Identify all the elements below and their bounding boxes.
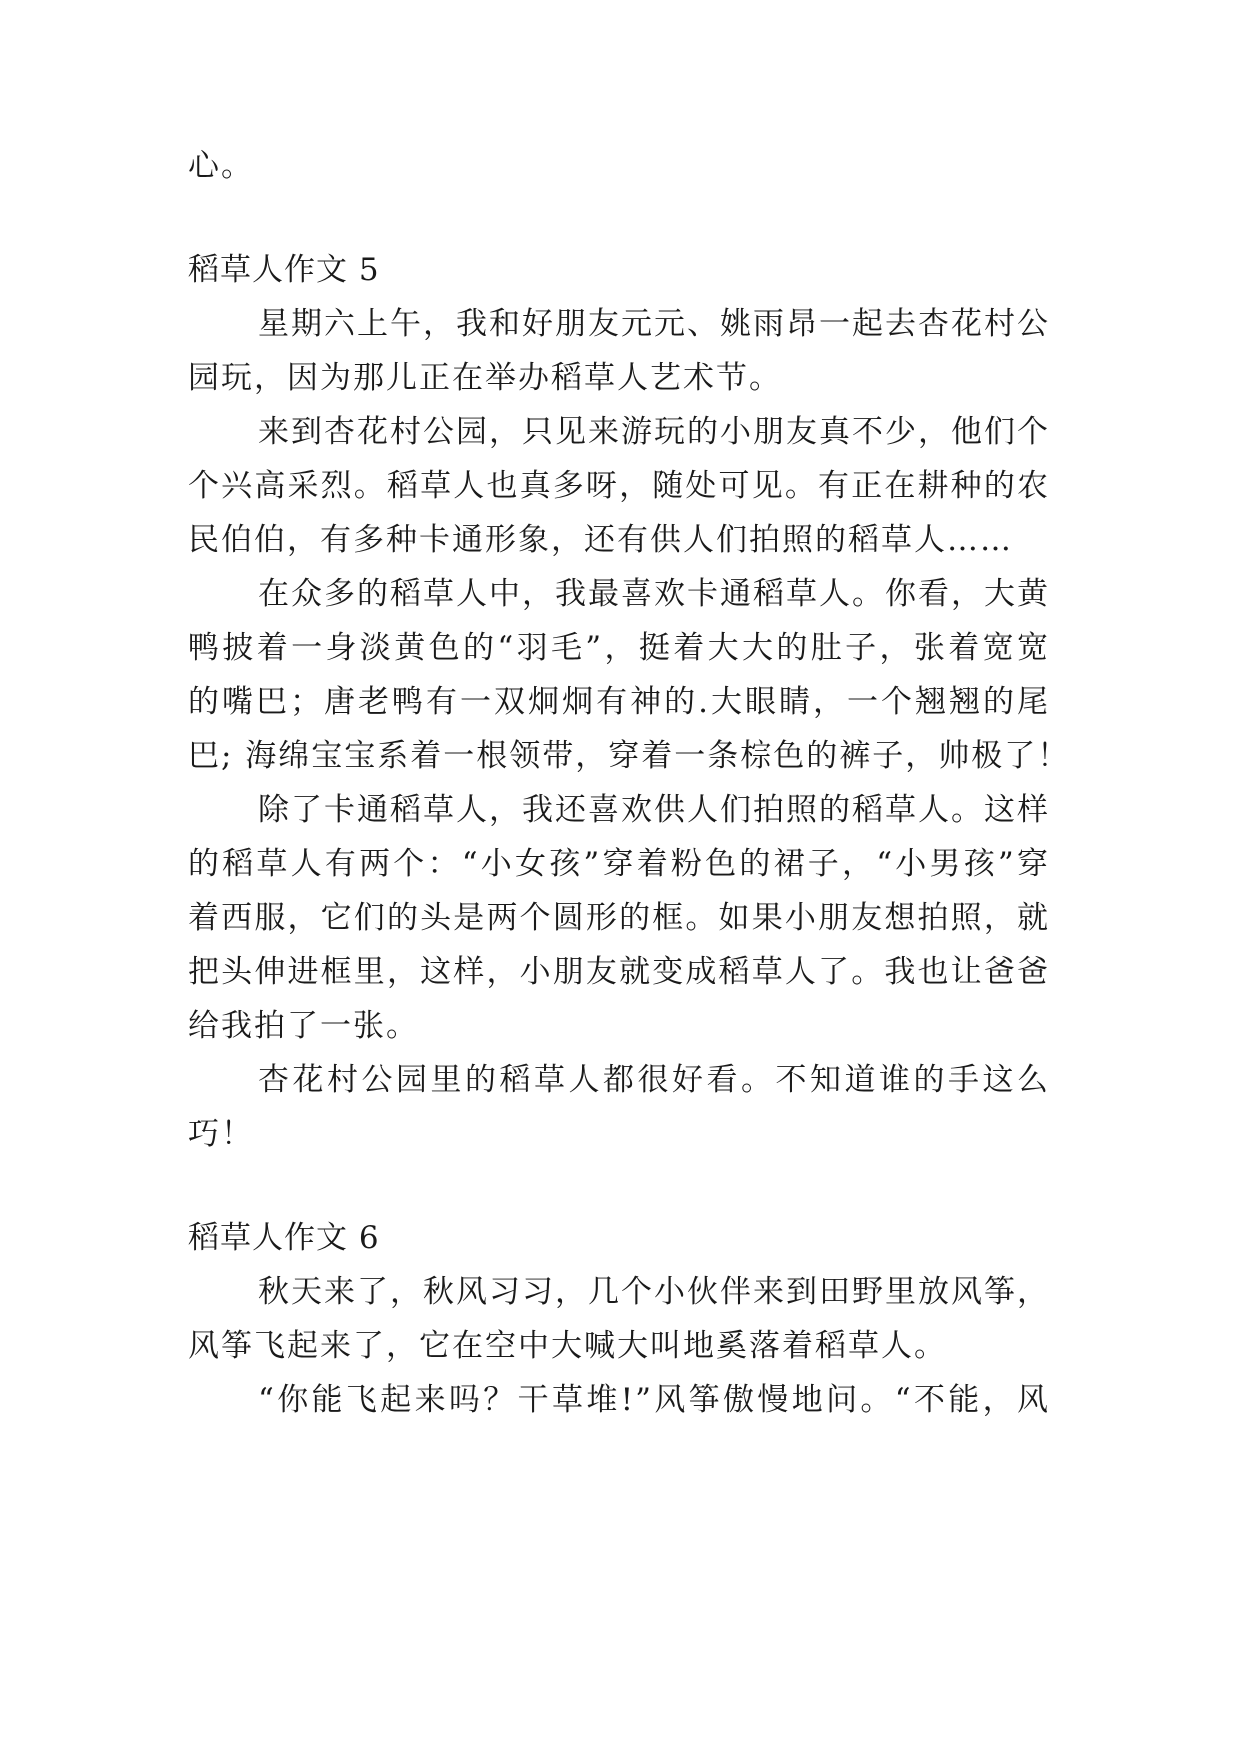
text-line: 鸭披着一身淡黄色的“羽毛”，挺着大大的肚子，张着宽宽 [188,630,1050,666]
text-line: “你能飞起来吗？干草堆!”风筝傲慢地问。“不能，风 [258,1382,1050,1418]
text-line: 秋天来了，秋风习习，几个小伙伴来到田野里放风筝， [258,1274,1050,1310]
text-line: 给我拍了一张。 [188,1008,419,1044]
text-line: 心。 [188,148,254,184]
text-line: 在众多的稻草人中，我最喜欢卡通稻草人。你看，大黄 [258,576,1050,612]
text-line: 来到杏花村公园，只见来游玩的小朋友真不少，他们个 [258,414,1050,450]
text-line: 星期六上午，我和好朋友元元、姚雨昂一起去杏花村公 [258,306,1050,342]
text-line: 除了卡通稻草人，我还喜欢供人们拍照的稻草人。这样 [258,792,1050,828]
text-line: 杏花村公园里的稻草人都很好看。不知道谁的手这么 [258,1062,1050,1098]
text-line: 个兴高采烈。稻草人也真多呀，随处可见。有正在耕种的农 [188,468,1050,504]
text-line: 民伯伯，有多种卡通形象，还有供人们拍照的稻草人…… [188,522,1013,558]
text-line: 巴; 海绵宝宝系着一根领带，穿着一条棕色的裤子，帅极了！ [188,738,1071,774]
text-line: 园玩，因为那儿正在举办稻草人艺术节。 [188,360,782,396]
text-line: 巧！ [188,1116,254,1152]
text-line: 风筝飞起来了，它在空中大喊大叫地奚落着稻草人。 [188,1328,947,1364]
text-line: 的嘴巴；唐老鸭有一双炯炯有神的.大眼睛，一个翘翘的尾 [188,684,1050,720]
text-line: 的稻草人有两个：“小女孩”穿着粉色的裙子，“小男孩”穿 [188,846,1050,882]
text-line: 着西服，它们的头是两个圆形的框。如果小朋友想拍照，就 [188,900,1050,936]
text-line: 把头伸进框里，这样，小朋友就变成稻草人了。我也让爸爸 [188,954,1050,990]
section-heading: 稻草人作文 5 [188,252,380,288]
section-heading: 稻草人作文 6 [188,1220,380,1256]
